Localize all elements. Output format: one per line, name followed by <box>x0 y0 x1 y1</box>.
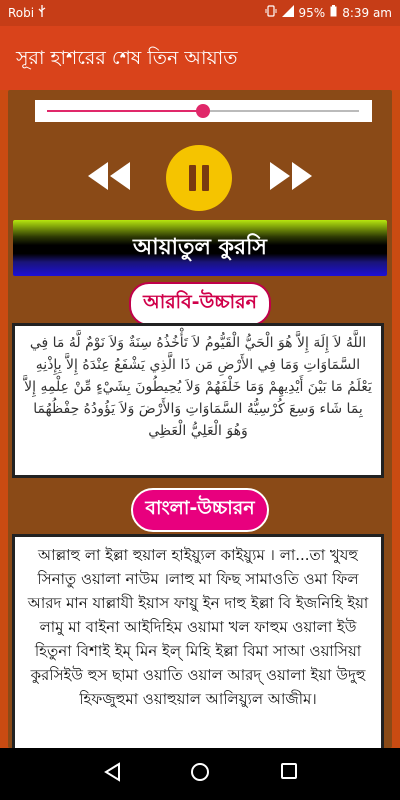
battery-icon <box>330 5 337 20</box>
signal-icon <box>282 5 294 20</box>
fast-forward-icon <box>270 175 312 194</box>
back-icon[interactable] <box>103 762 121 786</box>
pause-button[interactable] <box>166 145 232 211</box>
clock: 8:39 am <box>342 5 392 20</box>
seek-thumb[interactable] <box>196 104 210 118</box>
seek-progress <box>47 110 203 112</box>
rewind-icon <box>88 175 130 194</box>
bangla-label-wrap <box>8 488 392 532</box>
vibrate-icon <box>265 5 277 20</box>
status-bar <box>0 0 400 26</box>
app-bar <box>0 26 400 90</box>
carrier-name: Robi <box>8 5 35 20</box>
navigation-bar <box>0 748 400 800</box>
arabic-label-wrap <box>8 282 392 326</box>
battery-percent: 95% <box>298 5 326 20</box>
arabic-text-box <box>12 323 384 478</box>
arabic-label: আরবি-উচ্চারন <box>129 282 271 326</box>
app-title: সূরা হাশরের শেষ তিন আয়াত <box>16 47 238 69</box>
recents-icon[interactable] <box>280 762 298 784</box>
bangla-text: আল্লাহু লা ইল্লা হুয়াল হাইয়্যুল কাইয়্যুম । লা...তা খুযহু সিনাতু ওয়ালা নাউম ।লাহু মা ফিছ সামাওতি ওমা ফিল আরদ মান যাল্লাযী ইয়াস ফায়ু ইন দাহু ইল্লা বি ইজনিহি ইয়া লামু মা বাইনা আইদিহিম ওয়ামা খল ফাহুম ওয়ালা ইউ হিতুনা বিশাই ইম্ মিন ইল্ মিহি ইল্লা বিমা সাআ ওয়াসিয়া কুরসিইউ হুস ছামা ওয়াতি ওয়াল আরদ্ ওয়ালা ইয়া উদুহু হিফজুহুমা ওয়াহুয়াল আলিয়্যুল আজীম। <box>27 546 369 708</box>
usb-icon <box>38 5 46 20</box>
home-icon[interactable] <box>190 762 210 786</box>
seek-bar[interactable] <box>35 100 372 122</box>
fast-forward-button[interactable] <box>270 162 312 194</box>
player-panel <box>8 90 392 748</box>
content-area <box>0 90 400 748</box>
rewind-button[interactable] <box>88 162 130 194</box>
bangla-label: বাংলা-উচ্চারন <box>131 488 268 532</box>
section-banner: আয়াতুল কুরসি <box>13 220 387 276</box>
arabic-text: اللَّهُ لاَ إِلَهَ إِلاَّ هُوَ الْحَيُّ الْقَيُّومُ لاَ تَأْخُذُهُ سِنَةٌ وَلاَ نَوْمٌ لَّهُ مَا فِي السَّمَاوَاتِ وَمَا فِي الأَرْضِ مَن ذَا الَّذِي يَشْفَعُ عِنْدَهُ إِلاَّ بِإِذْنِهِ يَعْلَمُ مَا بَيْنَ أَيْدِيهِمْ وَمَا خَلْفَهُمْ وَلاَ يُحِيطُونَ بِشَيْءٍ مِّنْ عِلْمِهِ إِلاَّ بِمَا شَاء وَسِعَ كُرْسِيُّهُ السَّمَاوَاتِ وَالأَرْضَ وَلاَ يَؤُودُهُ حِفْظُهُمَا وَهُوَ الْعَلِيُّ الْعَظِي <box>24 335 372 439</box>
bangla-text-box <box>12 534 384 748</box>
pause-icon <box>189 165 196 191</box>
